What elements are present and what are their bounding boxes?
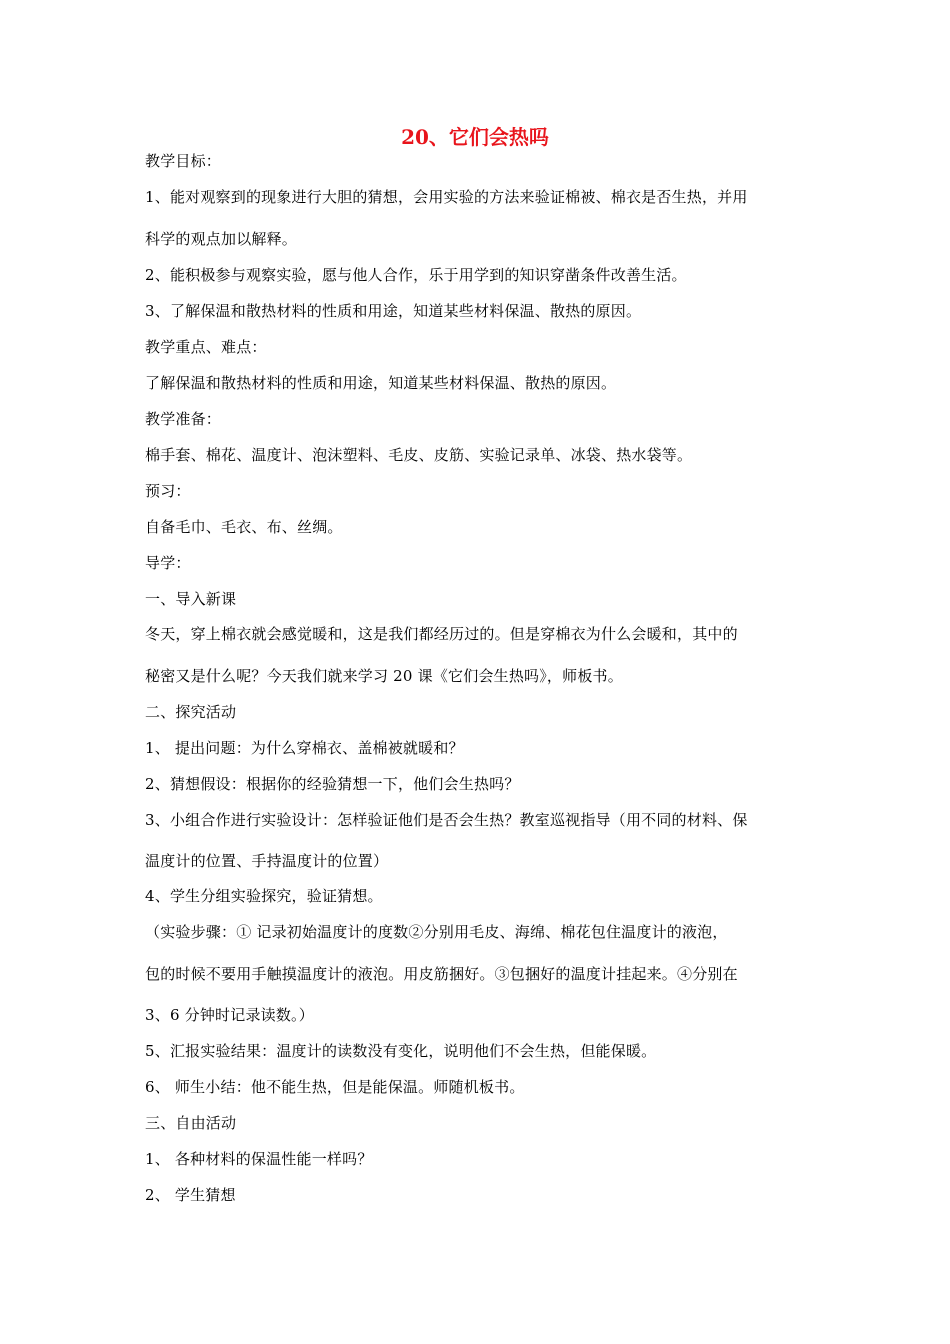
intro-line-1: 冬天，穿上棉衣就会感觉暖和，这是我们都经历过的。但是穿棉衣为什么会暖和，其中的 (145, 625, 738, 643)
activity-step-1: 1、 提出问题：为什么穿棉衣、盖棉被就暖和？ (145, 739, 464, 757)
part-1-heading: 一、导入新课 (145, 590, 237, 608)
activity-step-3-line-2: 温度计的位置、手持温度计的位置） (145, 852, 389, 870)
section-heading-preview: 预习： (145, 482, 191, 500)
section-heading-guide: 导学： (145, 554, 191, 572)
preparation-text: 棉手套、棉花、温度计、泡沫塑料、毛皮、皮筋、实验记录单、冰袋、热水袋等。 (145, 446, 693, 464)
activity-step-4: 4、学生分组实验探究，验证猜想。 (145, 887, 383, 905)
experiment-steps-line-3: 3、6 分钟时记录读数。） (145, 1006, 314, 1024)
focus-text: 了解保温和散热材料的性质和用途，知道某些材料保温、散热的原因。 (145, 374, 617, 392)
goal-3: 3、了解保温和散热材料的性质和用途，知道某些材料保温、散热的原因。 (145, 302, 642, 320)
page-title: 20、它们会热吗 (401, 125, 549, 149)
activity-step-6: 6、 师生小结：他不能生热，但是能保温。师随机板书。 (145, 1078, 525, 1096)
goal-1-line-1: 1、能对观察到的现象进行大胆的猜想，会用实验的方法来验证棉被、棉衣是否生热，并用 (145, 188, 748, 206)
intro-line-2: 秘密又是什么呢？今天我们就来学习 20 课《它们会生热吗》，师板书。 (145, 667, 623, 685)
activity-step-5: 5、汇报实验结果：温度计的读数没有变化，说明他们不会生热，但能保暖。 (145, 1042, 657, 1060)
preview-text: 自备毛巾、毛衣、布、丝绸。 (145, 518, 343, 536)
activity-step-2: 2、猜想假设：根据你的经验猜想一下，他们会生热吗？ (145, 775, 520, 793)
part-3-heading: 三、自由活动 (145, 1114, 237, 1132)
goal-2: 2、能积极参与观察实验，愿与他人合作，乐于用学到的知识穿凿条件改善生活。 (145, 266, 687, 284)
free-activity-2: 2、 学生猜想 (145, 1186, 236, 1204)
part-2-heading: 二、探究活动 (145, 703, 237, 721)
goal-1-line-2: 科学的观点加以解释。 (145, 230, 298, 248)
free-activity-1: 1、 各种材料的保温性能一样吗？ (145, 1150, 373, 1168)
experiment-steps-line-1: （实验步骤：① 记录初始温度计的度数②分别用毛皮、海绵、棉花包住温度计的液泡， (145, 923, 728, 941)
activity-step-3-line-1: 3、小组合作进行实验设计：怎样验证他们是否会生热？教室巡视指导（用不同的材料、保 (145, 811, 748, 829)
section-heading-focus: 教学重点、难点： (145, 338, 267, 356)
section-heading-preparation: 教学准备： (145, 410, 222, 428)
section-heading-goals: 教学目标： (145, 152, 222, 170)
experiment-steps-line-2: 包的时候不要用手触摸温度计的液泡。用皮筋捆好。③包捆好的温度计挂起来。④分别在 (145, 965, 738, 983)
